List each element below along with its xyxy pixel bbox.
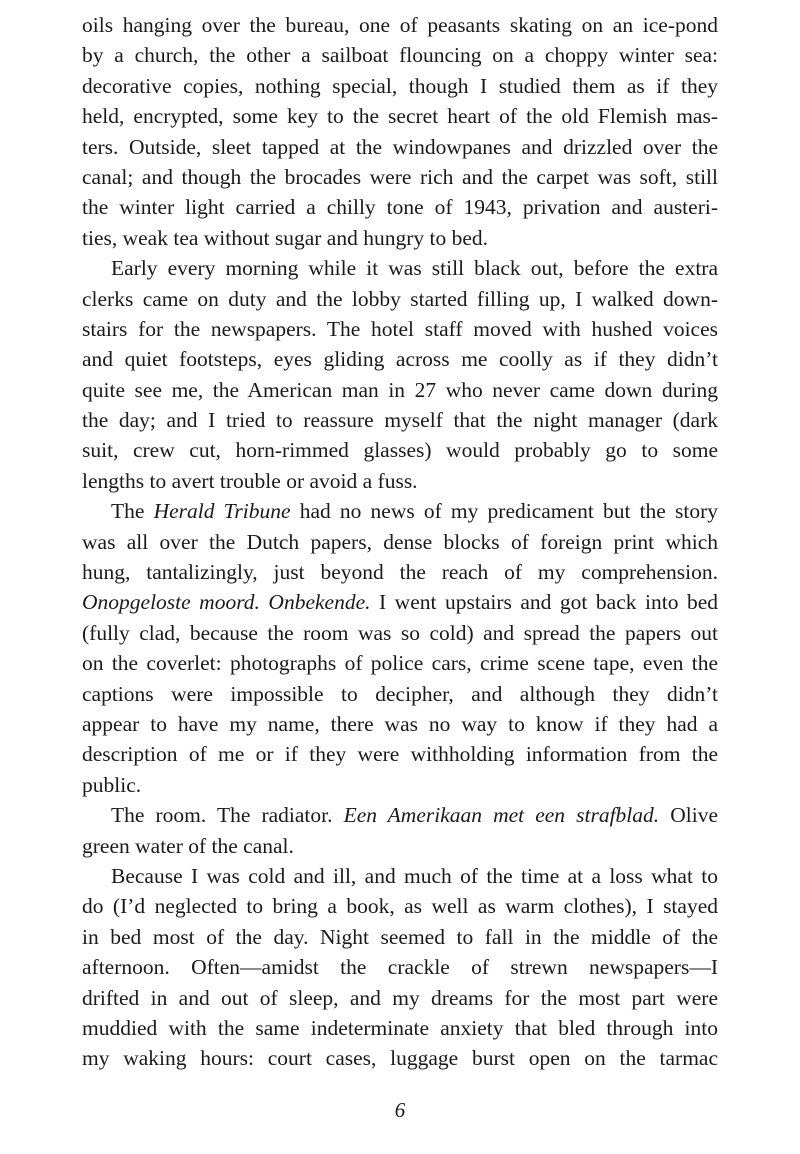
text-line <box>82 1013 718 1043</box>
text-line <box>82 648 718 678</box>
text-run: (fully clad, because the room was so cold) and spread the papers out <box>82 620 718 645</box>
text-line <box>82 709 718 739</box>
text-run: Early every morning while it was still black out, before the extra <box>111 256 718 281</box>
text-line <box>82 223 718 253</box>
text-run: The <box>111 499 154 524</box>
text-line <box>82 284 718 314</box>
text-line <box>82 527 718 557</box>
text-line <box>82 405 718 435</box>
text-line <box>82 10 718 40</box>
italic-text: Herald Tribune <box>153 499 291 524</box>
text-run: I went upstairs and got back into bed <box>370 590 718 615</box>
text-line <box>82 587 718 617</box>
text-line <box>82 861 718 891</box>
text-run: appear to have my name, there was no way to know if they had a <box>82 711 718 736</box>
text-line <box>82 314 718 344</box>
text-run: the winter light carried a chilly tone of 1943, privation and austeri- <box>82 195 718 220</box>
text-line <box>82 496 718 526</box>
text-run: decorative copies, nothing special, though I studied them as if they <box>82 73 718 98</box>
text-line <box>82 952 718 982</box>
text-run: quite see me, the American man in 27 who never came down during <box>82 377 718 402</box>
text-line <box>82 618 718 648</box>
text-run: by a church, the other a sailboat flouncing on a choppy winter sea: <box>82 43 718 68</box>
text-run: suit, crew cut, horn-rimmed glasses) would probably go to some <box>82 438 718 463</box>
text-run: Because I was cold and ill, and much of the time at a loss what to <box>111 863 718 888</box>
text-line <box>82 71 718 101</box>
page-number: 6 <box>394 1098 406 1122</box>
text-line <box>82 831 718 861</box>
text-run: on the coverlet: photographs of police cars, crime scene tape, even the <box>82 651 718 676</box>
text-run: in bed most of the day. Night seemed to fall in the middle of the <box>82 924 718 949</box>
text-run: my waking hours: court cases, luggage burst open on the tarmac <box>82 1046 718 1071</box>
text-line <box>82 891 718 921</box>
text-run: green water of the canal. <box>82 833 294 858</box>
text-run: muddied with the same indeterminate anxiety that bled through into <box>82 1015 718 1040</box>
text-line <box>82 922 718 952</box>
text-run: public. <box>82 772 142 797</box>
text-run: afternoon. Often—amidst the crackle of strewn newspapers—I <box>82 955 718 980</box>
text-line <box>82 192 718 222</box>
text-run: and quiet footsteps, eyes gliding across me coolly as if they didn’t <box>82 347 718 372</box>
text-run: lengths to avert trouble or avoid a fuss. <box>82 468 418 493</box>
text-run: held, encrypted, some key to the secret heart of the old Flemish mas- <box>82 104 718 129</box>
text-run: clerks came on duty and the lobby started filling up, I walked down- <box>82 286 718 311</box>
book-page-body <box>82 10 718 1074</box>
italic-text: Een Amerikaan met een strafblad. <box>343 803 660 828</box>
text-line <box>82 375 718 405</box>
text-run: ties, weak tea without sugar and hungry to bed. <box>82 225 489 250</box>
text-line <box>82 770 718 800</box>
text-line <box>82 435 718 465</box>
text-run: the day; and I tried to reassure myself that the night manager (dark <box>82 408 718 433</box>
text-line <box>82 40 718 70</box>
text-run: stairs for the newspapers. The hotel staff moved with hushed voices <box>82 316 718 341</box>
text-run: do (I’d neglected to bring a book, as well as warm clothes), I stayed <box>82 894 718 919</box>
text-line <box>82 101 718 131</box>
text-run: description of me or if they were withholding information from the <box>82 742 718 767</box>
text-run: captions were impossible to decipher, and although they didn’t <box>82 681 718 706</box>
text-run: The room. The radiator. <box>111 803 344 828</box>
text-run: had no news of my predicament but the story <box>290 499 718 524</box>
text-line <box>82 739 718 769</box>
text-run: was all over the Dutch papers, dense blocks of foreign print which <box>82 529 718 554</box>
text-line <box>82 800 718 830</box>
text-run: oils hanging over the bureau, one of peasants skating on an ice-pond <box>82 13 718 37</box>
text-line <box>82 132 718 162</box>
text-line <box>82 253 718 283</box>
text-run: Olive <box>659 803 718 828</box>
text-line <box>82 162 718 192</box>
text-line <box>82 466 718 496</box>
text-line <box>82 1043 718 1073</box>
text-line <box>82 983 718 1013</box>
text-run: ters. Outside, sleet tapped at the windowpanes and drizzled over the <box>82 134 718 159</box>
text-line <box>82 557 718 587</box>
italic-text: Onopgeloste moord. Onbekende. <box>82 590 371 615</box>
text-run: drifted in and out of sleep, and my dreams for the most part were <box>82 985 718 1010</box>
text-line <box>82 344 718 374</box>
text-run: hung, tantalizingly, just beyond the reach of my comprehension. <box>82 560 718 585</box>
text-run: canal; and though the brocades were rich and the carpet was soft, still <box>82 164 718 189</box>
text-line <box>82 679 718 709</box>
